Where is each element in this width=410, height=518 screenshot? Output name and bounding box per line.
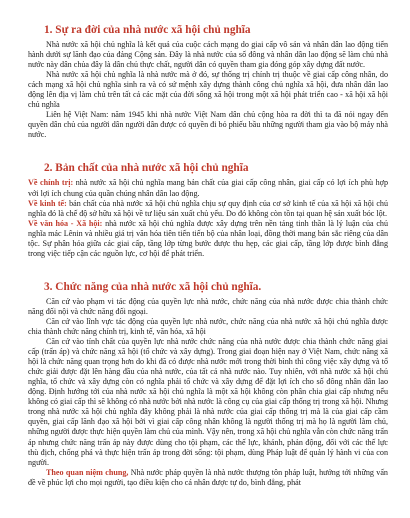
politics-label: Về chính trị:: [28, 178, 74, 188]
section-1-paragraph: Liên hệ Việt Nam: năm 1945 khi nhà nước Việt Nam dân chủ cộng hòa ra đời thì ta đã nói ngay đến quyền dân chủ của người dân người dân được có quyền đi bỏ phiếu bầu những người tham gia vào bộ máy nhà nước.: [28, 110, 388, 140]
economy-label: Về kinh tế:: [28, 198, 67, 208]
section-3-paragraph: Căn cứ vào tính chất của quyền lực nhà nước chức năng của nhà nước được chia thành chức năng giai cấp (trấn áp) và chức năng xã hội (tổ chức và xây dựng). Trong giai đoạn hiện nay ở Việt Nam, chức năng xã hội là chức năng quan trọng hơn do khi đã có được nhà nước mới trong thời bình thì công việc xây dựng và tổ chức giải được đặt lên hàng đầu của nhà nước, của tất cả nhà nước nào. Tuy nhiên, với nhà nước xã hội chủ nghĩa, tổ chức và xây dựng còn có nghĩa phải tổ chức và xây dựng để đặt lợi ích cho số đông nhân dân lao động. Định hướng tới của nhà nước xã hội chủ nghĩa là một xã hội không còn phân chia giai cấp nhưng nếu không có giai cấp thì sẽ không có nhà nước bởi nhà nước là công cụ của giai cấp thống trị trong xã hội. Nhưng trong nhà nước xã hội chủ nghĩa đây không phải là nhà nước của giai cấp thống trị mà là của giai cấp cầm quyền, giai cấp lãnh đạo xã hội bởi vì giai cấp công nhân không là người thống trị mà họ là người làm chủ, những người được thực hiện quyền làm chủ của mình. Vậy nên, trong xã hội chủ nghĩa vẫn còn chức năng trấn áp nhưng chức năng trấn áp này được dùng cho tội phạm, các thế lực, khánh, phản động, đối với các thế lực thù địch, chống phá và thực hiện trấn áp trong đời sống: tội phạm, dùng Pháp luật để quản lý hành vi của con người.: [28, 337, 388, 467]
section-3-paragraph: Căn cứ vào lĩnh vực tác động của quyền lực nhà nước, chức năng của nhà nước xã hội chủ nghĩa được chia thành chức năng chính trị, kinh tế, văn hóa, xã hội: [28, 316, 388, 336]
section-1-heading: 1. Sự ra đời của nhà nước xã hội chủ nghĩa: [44, 24, 251, 36]
culture-society-text: nhà nước xã hội chủ nghĩa được xây dựng trên nền tảng tinh thần là lý luận của chủ nghĩa mác Lênin và nhiều giá trị văn hóa tiên tiến tiến bộ của nhân loại, đồng thời mang bản sắc riêng của dân tộc. Sự phân hóa giữa các giai cấp, tầng lớp từng bước được thu hẹp, các giai cấp, tầng lớp được bình đẳng trong việc tiếp cận các nguồn lực, cơ hội để phát triển.: [28, 218, 389, 258]
politics-text: nhà nước xã hội chủ nghĩa mang bản chất của giai cấp công nhân, giai cấp có lợi ích phù hợp với lợi ích chung của quần chúng nhân dân lao động.: [28, 178, 388, 198]
economy-text: bản chất của nhà nước xã hội chủ nghĩa chịu sự quy định của cơ sở kinh tế của xã hội xã hội chủ nghĩa đó là chế độ sở hữu xã hội về tư liệu sản xuất chủ yếu. Do đó không còn tồn tại quan hệ sản xuất bóc lột.: [28, 198, 388, 218]
rule-of-law-text: Nhà nước pháp quyền là nhà nước thượng tôn pháp luật, hướng tới những vấn đề về phúc lợi cho mọi người, tạo điều kiện cho cá nhân được tự do, bình đẳng, phát: [28, 467, 388, 487]
section-3-paragraph: Căn cứ vào phạm vi tác động của quyền lực nhà nước, chức năng của nhà nước được chia thành chức năng đối nội và chức năng đối ngoại.: [28, 296, 388, 316]
rule-of-law-paragraph: [28, 468, 388, 488]
economy-item: [28, 199, 388, 219]
culture-society-label: Về văn hóa - Xã hội:: [28, 218, 103, 228]
culture-society-item: [28, 219, 388, 259]
politics-item: [28, 178, 388, 198]
section-1-paragraph: Nhà nước xã hội chủ nghĩa là kết quả của cuộc cách mạng do giai cấp vô sản và nhân dân lao động tiến hành dưới sự lãnh đạo của đảng Cộng sản. Đây là nhà nước của số đông và nhân dân lao động sẽ làm chủ nhà nước này dân chủa đây là dân chủ thực chất, người dân có quyền tham gia đóng góp xây dựng đất nước.: [28, 40, 388, 70]
section-2-heading: 2. Bản chất của nhà nước xã hội chủ nghĩa: [44, 162, 249, 175]
rule-of-law-label: Theo quan niệm chung,: [46, 467, 129, 477]
section-1-paragraph: Nhà nước xã hội chủ nghĩa là nhà nước mà ở đó, sự thống trị chính trị thuộc về giai cấp công nhân, do cách mạng xã hội chủ nghĩa sinh ra và có sứ mệnh xây dựng thành công chủ nghĩa xã hội, đưa nhân dân lao động lên địa vị làm chủ trên tất cả các mặt của đời sống xã hội trong một xã hội phát triển cao - xã hội xã hội chủ nghĩa: [28, 70, 388, 110]
section-3-heading: 3. Chức năng của nhà nước xã hội chủ nghĩa.: [44, 280, 262, 293]
